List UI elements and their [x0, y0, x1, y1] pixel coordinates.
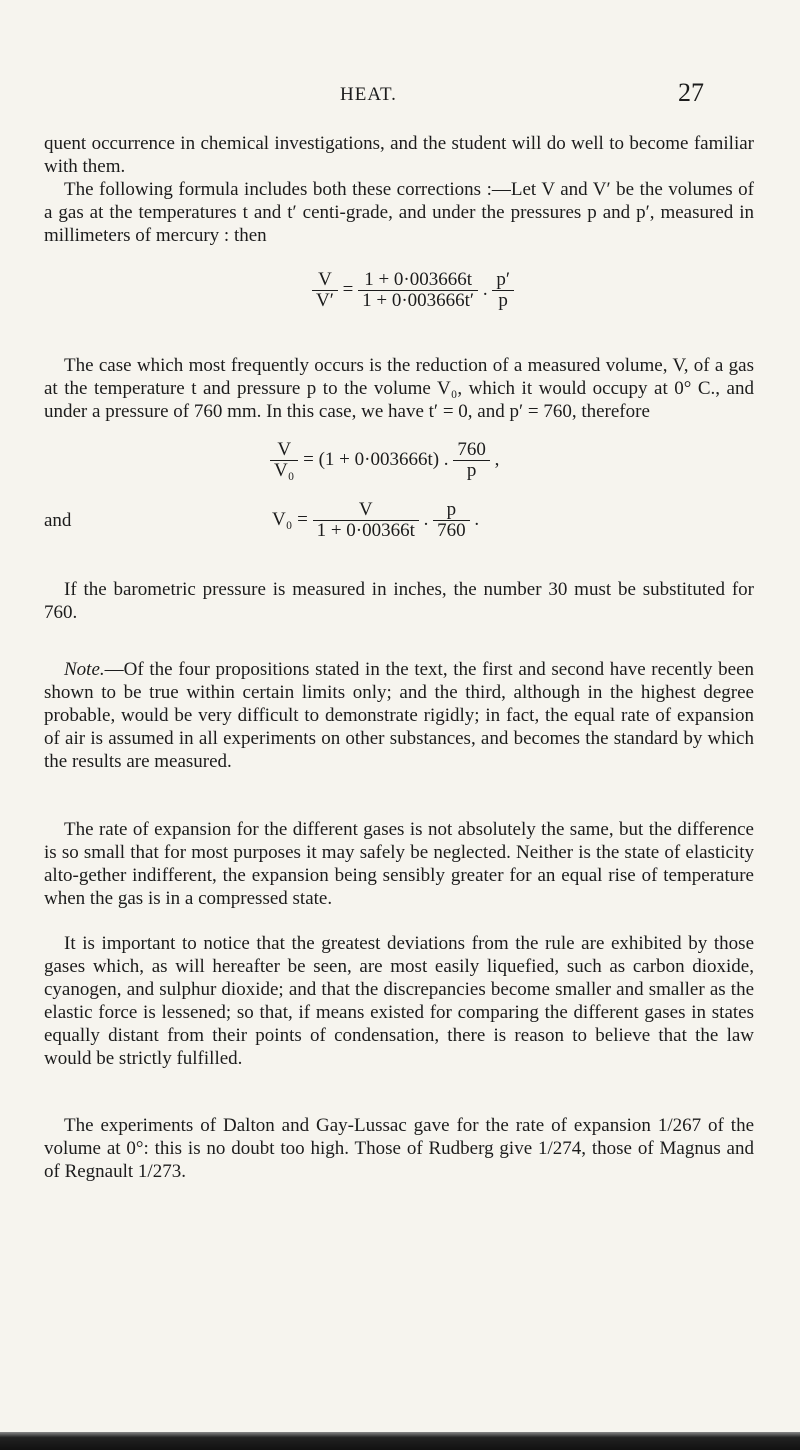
denominator: 760 — [437, 520, 466, 541]
fraction-v-over-v0 — [270, 440, 298, 481]
paragraph-inches-note: If the barometric pressure is measured in inches, the number 30 must be substituted for 760. — [44, 579, 754, 623]
note-label: Note. — [64, 659, 105, 680]
denominator: 1 + 0·00366t — [316, 520, 415, 541]
numerator: p — [433, 500, 470, 521]
page-edge-shadow — [0, 1432, 800, 1450]
formula-lhs: V₀ = — [272, 508, 308, 530]
formula-volume-ratio — [312, 270, 514, 311]
dot-operator: . — [423, 508, 434, 530]
denominator: p — [466, 460, 477, 481]
numerator: V — [270, 440, 298, 461]
numerator: V — [312, 270, 338, 291]
page-header — [0, 78, 800, 114]
denominator: V₀ — [274, 460, 295, 481]
note-paragraph-3: It is important to notice that the greatest deviations from the rule are exhibited by those gases which, as will hereafter be seen, are most easily liquefied, such as carbon dioxide, cyanogen, and sulphur dioxide; and that the discrepancies become smaller and smaller as the elastic force is lessened; so that, if means existed for comparing the different gases in states equally distant from their points of condensation, there is reason to believe that the law would be strictly fulfilled. — [44, 933, 754, 1069]
denominator: V′ — [316, 290, 334, 311]
fraction-temperature-correction — [358, 270, 478, 311]
denominator: 1 + 0·003666t′ — [362, 290, 475, 311]
numerator: 760 — [453, 440, 490, 461]
note-paragraph-1 — [44, 658, 754, 773]
formula-middle-term: = (1 + 0·003666t) . — [303, 448, 449, 470]
fraction-p-over-760 — [433, 500, 470, 541]
numerator: 1 + 0·003666t — [358, 270, 478, 291]
numerator: V — [313, 500, 419, 521]
fraction-760-over-p — [453, 440, 490, 481]
running-title: HEAT. — [340, 84, 397, 105]
numerator: p′ — [492, 270, 514, 291]
fraction-pressure-correction — [492, 270, 514, 311]
fraction-v-over-temp — [313, 500, 419, 541]
period: . — [474, 508, 480, 530]
comma: , — [494, 448, 500, 470]
note-text: —Of the four propositions stated in the text, the first and second have recently been shown to be true within certain limits only; and the third, although in the highest degree probable, would be very difficult to demonstrate rigidly; in fact, the equal rate of expansion of air is assumed in all experiments on other substances, and becomes the standard by which the results are measured. — [44, 659, 754, 772]
dot-operator: . — [482, 278, 493, 300]
page-number: 27 — [678, 78, 704, 107]
paragraph-formula-intro: The following formula includes both these corrections :—Let V and V′ be the volumes of a gas at the temperatures t and t′ centi-grade, and under the pressures p and p′, measured in millimeters of mercury : then — [44, 179, 754, 246]
paragraph-reduction-case: The case which most frequently occurs is the reduction of a measured volume, V, of a gas at the temperature t and pressure p to the volume V₀, which it would occupy at 0° C., and under a pressure of 760 mm. In this case, we have t′ = 0, and p′ = 760, therefore — [44, 355, 754, 422]
and-label: and — [44, 510, 72, 531]
formula-reduced-ratio — [270, 440, 499, 481]
denominator: p — [498, 290, 508, 311]
equals-sign: = — [342, 278, 359, 300]
note-paragraph-4: The experiments of Dalton and Gay-Lussac gave for the rate of expansion 1/267 of the volume at 0°: this is no doubt too high. Those of Rudberg give 1/274, those of Magnus and of Regnault 1/273. — [44, 1115, 754, 1182]
formula-reduced-volume — [272, 500, 479, 541]
paragraph-continuation: quent occurrence in chemical investigations, and the student will do well to become familiar with them. — [44, 133, 754, 177]
note-paragraph-2: The rate of expansion for the different gases is not absolutely the same, but the difference is so small that for most purposes it may safely be neglected. Neither is the state of elasticity alto-gether indifferent, the expansion being sensibly greater for an equal rise of temperature when the gas is in a compressed state. — [44, 819, 754, 909]
fraction-v-over-v-prime — [312, 270, 338, 311]
